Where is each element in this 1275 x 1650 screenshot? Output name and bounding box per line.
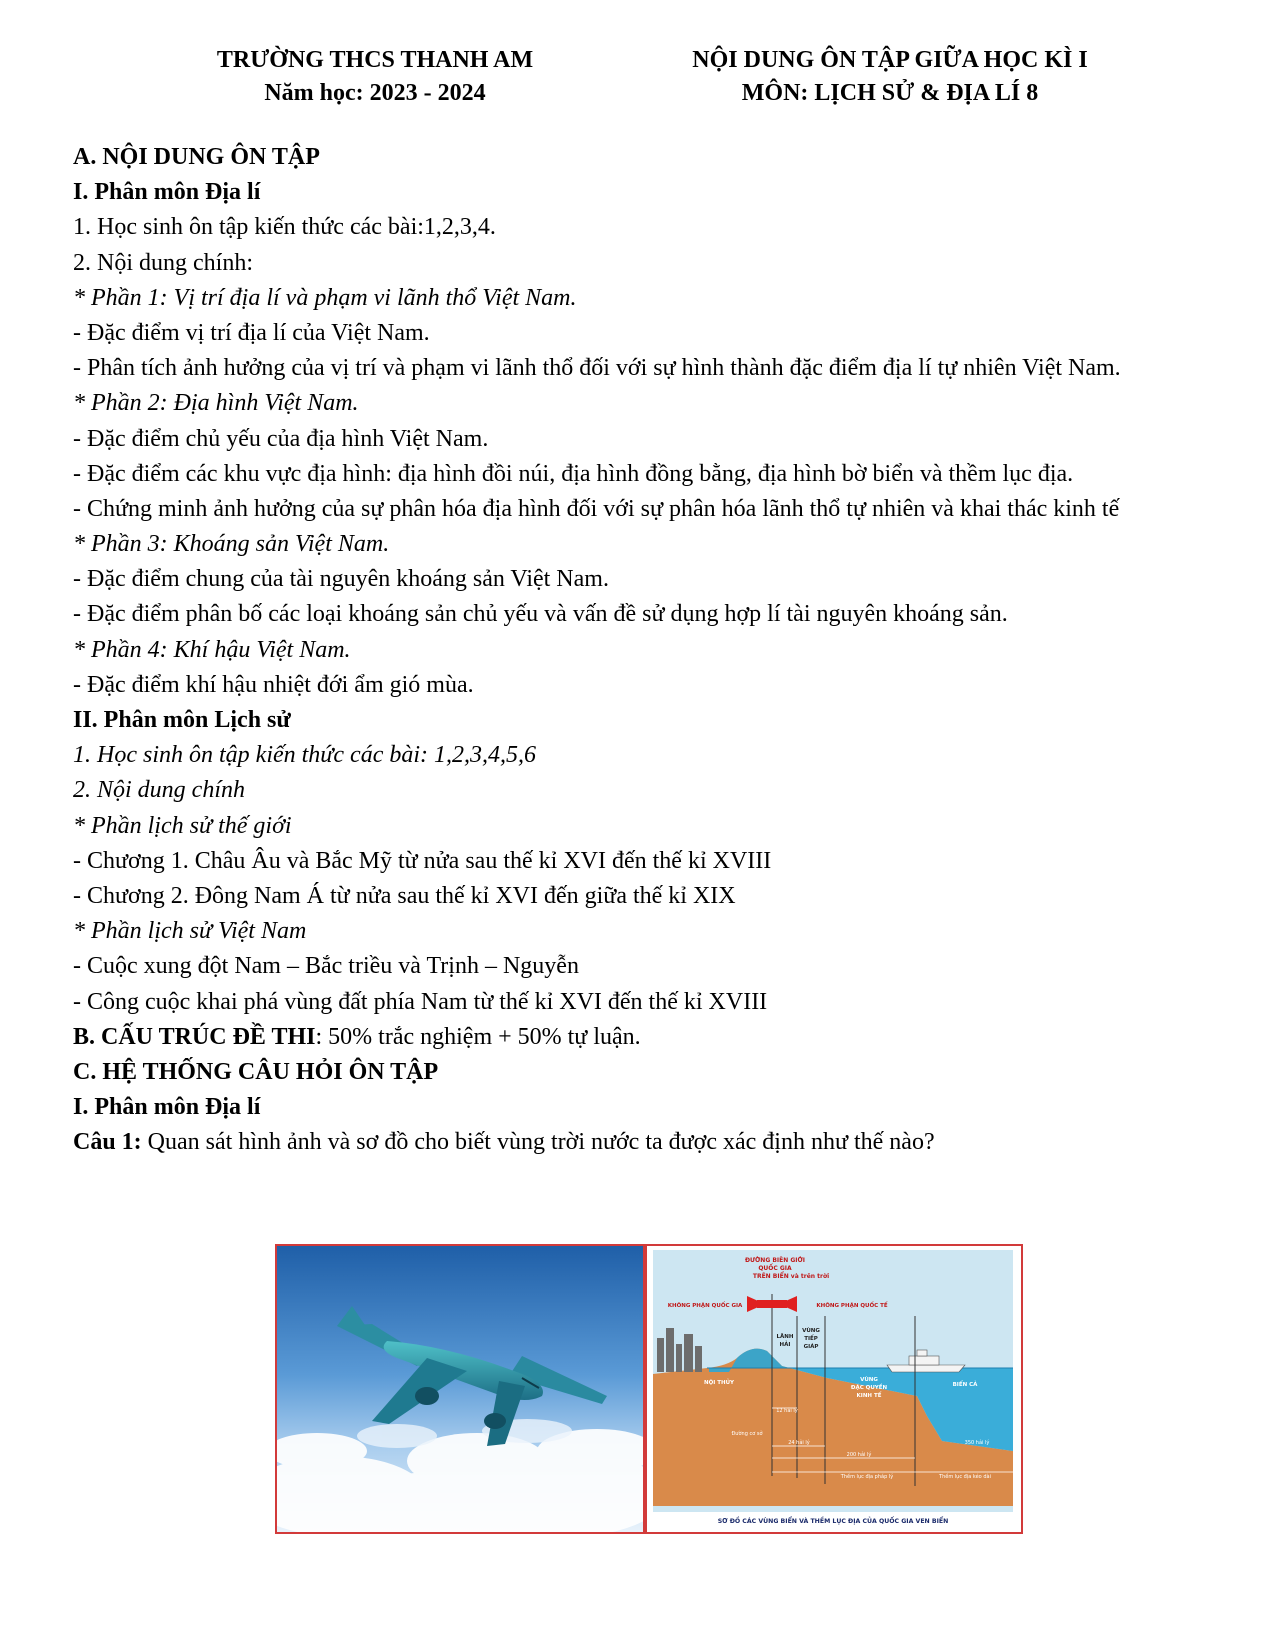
- eez-label: VÙNG: [860, 1377, 878, 1383]
- list-item: - Đặc điểm các khu vực địa hình: địa hình đồi núi, địa hình đồng bằng, địa hình bờ biển và thềm lục địa.: [73, 460, 1074, 487]
- internal-waters-label: NỘI THỦY: [703, 1380, 735, 1386]
- section-b-heading: B. CẤU TRÚC ĐỀ THI: [73, 1023, 316, 1050]
- school-year: Năm học: 2023 - 2024: [264, 80, 486, 106]
- document-title: NỘI DUNG ÔN TẬP GIỮA HỌC KÌ I: [692, 47, 1088, 73]
- section-c-geo-heading: I. Phân môn Địa lí: [73, 1094, 261, 1121]
- geo-part-1: * Phần 1: Vị trí địa lí và phạm vi lãnh thổ Việt Nam.: [73, 284, 577, 311]
- list-item: - Đặc điểm chủ yếu của địa hình Việt Nam.: [73, 425, 489, 452]
- list-item: - Phân tích ảnh hưởng của vị trí và phạm vi lãnh thổ đối với sự hình thành đặc điểm địa lí tự nhiên Việt Nam.: [73, 355, 1121, 382]
- list-item: - Đặc điểm phân bố các loại khoáng sản chủ yếu và vấn đề sử dụng hợp lí tài nguyên khoáng sản.: [73, 601, 1008, 628]
- geo-heading: I. Phân môn Địa lí: [73, 179, 261, 206]
- history-main-content: 2. Nội dung chính: [73, 777, 245, 804]
- world-history-part: * Phần lịch sử thế giới: [73, 812, 292, 839]
- school-name: TRƯỜNG THCS THANH AM: [216, 47, 534, 73]
- list-item: - Công cuộc khai phá vùng đất phía Nam từ thế kỉ XVI đến thế kỉ XVIII: [73, 988, 768, 1015]
- eez-label-3: KINH TẾ: [856, 1393, 882, 1399]
- contiguous-zone-label-2: TIẾP: [804, 1336, 818, 1342]
- list-item: - Đặc điểm khí hậu nhiệt đới ẩm gió mùa.: [73, 671, 474, 698]
- list-item: - Chương 2. Đông Nam Á từ nửa sau thế kỉ XVI đến giữa thế kỉ XIX: [73, 882, 736, 909]
- document-body: [73, 140, 1223, 1160]
- question-1-text: Quan sát hình ảnh và sơ đồ cho biết vùng trời nước ta được xác định như thế nào?: [141, 1129, 935, 1156]
- airplane-photo: [275, 1244, 645, 1534]
- extended-shelf-label: Thềm lục địa kéo dài: [939, 1474, 991, 1480]
- header-left: [155, 44, 595, 110]
- distance-200nm: 200 hải lý: [846, 1452, 872, 1458]
- eez-label-2: ĐẶC QUYỀN: [850, 1385, 888, 1391]
- baseline-label: Đường cơ sở: [731, 1431, 763, 1437]
- distance-12nm: 12 hải lý: [776, 1408, 798, 1414]
- list-item: - Chương 1. Châu Âu và Bắc Mỹ từ nửa sau thế kỉ XVI đến thế kỉ XVIII: [73, 847, 772, 874]
- section-a-heading: A. NỘI DUNG ÔN TẬP: [73, 144, 320, 170]
- section-c-heading: C. HỆ THỐNG CÂU HỎI ÔN TẬP: [73, 1058, 439, 1085]
- border-label-2: QUỐC GIA: [758, 1265, 792, 1272]
- list-item: - Chứng minh ảnh hưởng của sự phân hóa địa hình đối với sự phân hóa lãnh thổ tự nhiên và khai thác kinh tế: [73, 495, 1120, 522]
- geo-lessons: 1. Học sinh ôn tập kiến thức các bài:1,2,3,4.: [73, 214, 496, 241]
- diagram-caption: SƠ ĐỒ CÁC VÙNG BIỂN VÀ THỀM LỤC ĐỊA CỦA QUỐC GIA VEN BIỂN: [717, 1518, 949, 1525]
- subject-title: MÔN: LỊCH SỬ & ĐỊA LÍ 8: [741, 80, 1039, 106]
- question-1: [73, 1125, 1223, 1160]
- contiguous-zone-label: VÙNG: [802, 1328, 820, 1334]
- territorial-sea-label-2: HẢI: [779, 1342, 791, 1348]
- section-b: [73, 1020, 1223, 1055]
- contiguous-zone-label-3: GIÁP: [803, 1344, 819, 1350]
- airspace-national-label: KHÔNG PHẬN QUỐC GIA: [667, 1303, 743, 1309]
- airplane-image: [277, 1246, 643, 1532]
- section-b-text: : 50% trắc nghiệm + 50% tự luận.: [315, 1023, 641, 1050]
- territorial-sea-label: LÃNH: [776, 1334, 794, 1340]
- border-label-1: ĐƯỜNG BIÊN GIỚI: [745, 1257, 805, 1264]
- border-label-3: TRÊN BIỂN và trên trời: [752, 1273, 830, 1280]
- maritime-zones-diagram: [645, 1244, 1023, 1534]
- header-right: [625, 44, 1155, 110]
- history-lessons: 1. Học sinh ôn tập kiến thức các bài: 1,2,3,4,5,6: [73, 742, 537, 769]
- list-item: - Đặc điểm vị trí địa lí của Việt Nam.: [73, 319, 430, 346]
- question-figures: [275, 1244, 1025, 1536]
- airspace-international-label: KHÔNG PHẬN QUỐC TẾ: [816, 1303, 888, 1309]
- distance-24nm: 24 hải lý: [788, 1440, 810, 1446]
- maritime-diagram-svg: [647, 1246, 1021, 1532]
- geo-part-3: * Phần 3: Khoáng sản Việt Nam.: [73, 531, 390, 558]
- history-heading: II. Phân môn Lịch sử: [73, 707, 291, 734]
- list-item: - Đặc điểm chung của tài nguyên khoáng sản Việt Nam.: [73, 566, 609, 593]
- list-item: - Cuộc xung đột Nam – Bắc triều và Trịnh – Nguyễn: [73, 953, 579, 980]
- legal-shelf-label: Thềm lục địa pháp lý: [840, 1474, 894, 1480]
- question-1-label: Câu 1:: [73, 1129, 142, 1156]
- geo-main-content: 2. Nội dung chính:: [73, 249, 253, 276]
- high-sea-label: BIỂN CẢ: [952, 1382, 978, 1388]
- distance-350nm: 350 hải lý: [964, 1440, 990, 1446]
- vietnam-history-part: * Phần lịch sử Việt Nam: [73, 918, 307, 945]
- geo-part-4: * Phần 4: Khí hậu Việt Nam.: [73, 636, 351, 663]
- geo-part-2: * Phần 2: Địa hình Việt Nam.: [73, 390, 359, 417]
